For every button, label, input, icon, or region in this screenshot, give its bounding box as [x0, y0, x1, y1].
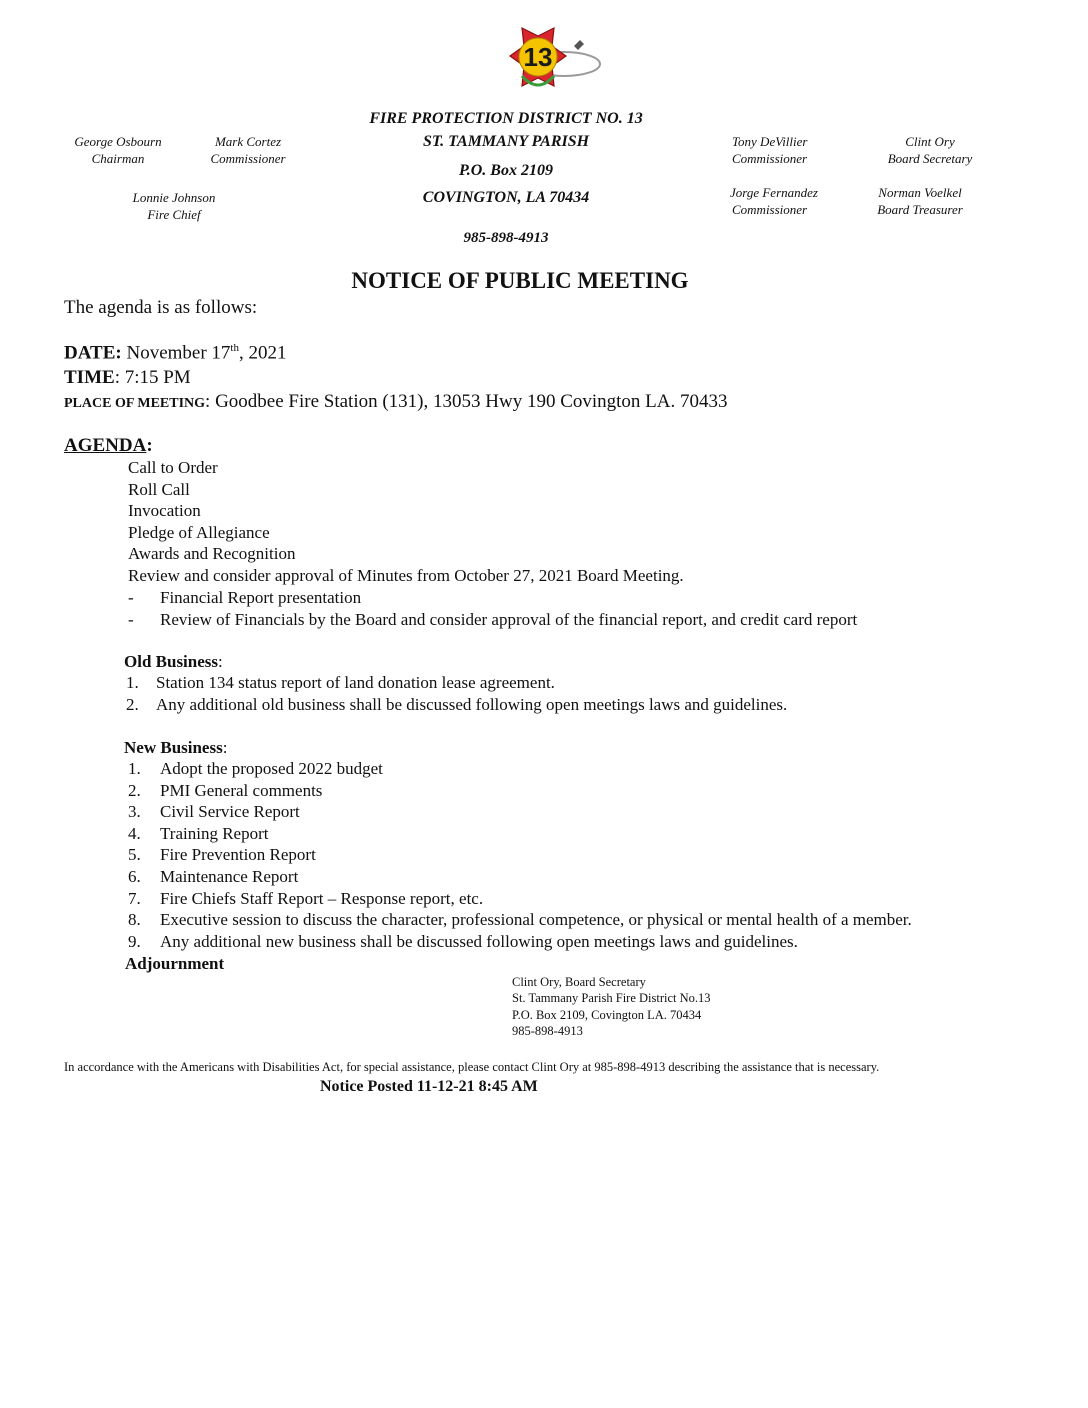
new-business-item: 1. Adopt the proposed 2022 budget	[128, 759, 383, 778]
adjournment: Adjournment	[125, 954, 225, 973]
old-business-item: 1. Station 134 status report of land donation lease agreement.	[126, 673, 555, 692]
logo-number: 13	[523, 42, 553, 72]
city-address: COVINGTON, LA 70434	[422, 189, 590, 206]
agenda-dash-list	[128, 587, 857, 630]
official-board-secretary: Clint Ory Board Secretary	[887, 134, 973, 166]
agenda-dash-item: - Financial Report presentation	[128, 588, 362, 607]
meeting-place: PLACE OF MEETING: Goodbee Fire Station (131), 13053 Hwy 190 Covington LA. 70433	[64, 391, 728, 412]
new-business-item: 5. Fire Prevention Report	[128, 845, 316, 865]
agenda-intro: The agenda is as follows:	[64, 297, 258, 318]
agenda-item: Pledge of Allegiance	[128, 522, 270, 542]
signature-block: Clint Ory, Board Secretary St. Tammany Parish Fire District No.13 P.O. Box 2109, Covington LA. 70434 985-898-4913	[512, 975, 711, 1038]
ada-notice: In accordance with the Americans with Disabilities Act, for special assistance, please contact Clint Ory at 985-898-4913 describing the assistance that is necessary.	[64, 1060, 880, 1074]
new-business-list	[128, 758, 912, 952]
agenda-item: Review and consider approval of Minutes from October 27, 2021 Board Meeting.	[128, 565, 684, 585]
old-business-list	[126, 672, 787, 715]
new-business-item: 6. Maintenance Report	[128, 866, 299, 886]
official-board-treasurer: Norman Voelkel Board Treasurer	[877, 185, 963, 217]
district-phone: 985-898-4913	[463, 230, 549, 246]
agenda-dash-item: - Review of Financials by the Board and consider approval of the financial report, and credit card report	[128, 609, 858, 629]
new-business-item: 9. Any additional new business shall be discussed following open meetings laws and guidelines.	[128, 931, 798, 951]
notice-title: NOTICE OF PUBLIC MEETING	[351, 268, 689, 293]
district-logo	[482, 24, 606, 106]
official-commissioner-fernandez: Jorge Fernandez Commissioner	[730, 185, 818, 217]
new-business-item: 7. Fire Chiefs Staff Report – Response report, etc.	[128, 888, 484, 908]
official-fire-chief: Lonnie Johnson Fire Chief	[132, 190, 216, 222]
official-commissioner-devillier: Tony DeVillier Commissioner	[732, 134, 808, 166]
agenda-list	[128, 457, 684, 587]
district-name: FIRE PROTECTION DISTRICT NO. 13	[369, 110, 643, 127]
meeting-time: TIME: 7:15 PM	[64, 367, 191, 388]
new-business-item: 3. Civil Service Report	[128, 802, 300, 822]
parish-name: ST. TAMMANY PARISH	[422, 133, 590, 150]
new-business-heading: New Business:	[124, 738, 228, 757]
new-business-item: 2. PMI General comments	[128, 780, 323, 800]
official-commissioner-cortez: Mark Cortez Commissioner	[210, 134, 286, 166]
notice-posted: Notice Posted 11-12-21 8:45 AM	[320, 1078, 538, 1095]
new-business-item: 4. Training Report	[128, 823, 269, 843]
agenda-item: Invocation	[128, 501, 201, 521]
official-chairman: George Osbourn Chairman	[74, 134, 162, 166]
new-business-item: 8. Executive session to discuss the character, professional competence, or physical or mental health of a member.	[128, 910, 912, 930]
po-box: P.O. Box 2109	[459, 162, 553, 179]
agenda-item: Call to Order	[128, 458, 218, 477]
agenda-heading: AGENDA:	[64, 435, 153, 456]
meeting-date: DATE: November 17th, 2021	[64, 342, 287, 364]
agenda-item: Awards and Recognition	[128, 544, 296, 564]
old-business-heading: Old Business:	[124, 652, 223, 671]
agenda-item: Roll Call	[128, 479, 190, 499]
old-business-item: 2. Any additional old business shall be discussed following open meetings laws and guidelines.	[126, 694, 788, 714]
